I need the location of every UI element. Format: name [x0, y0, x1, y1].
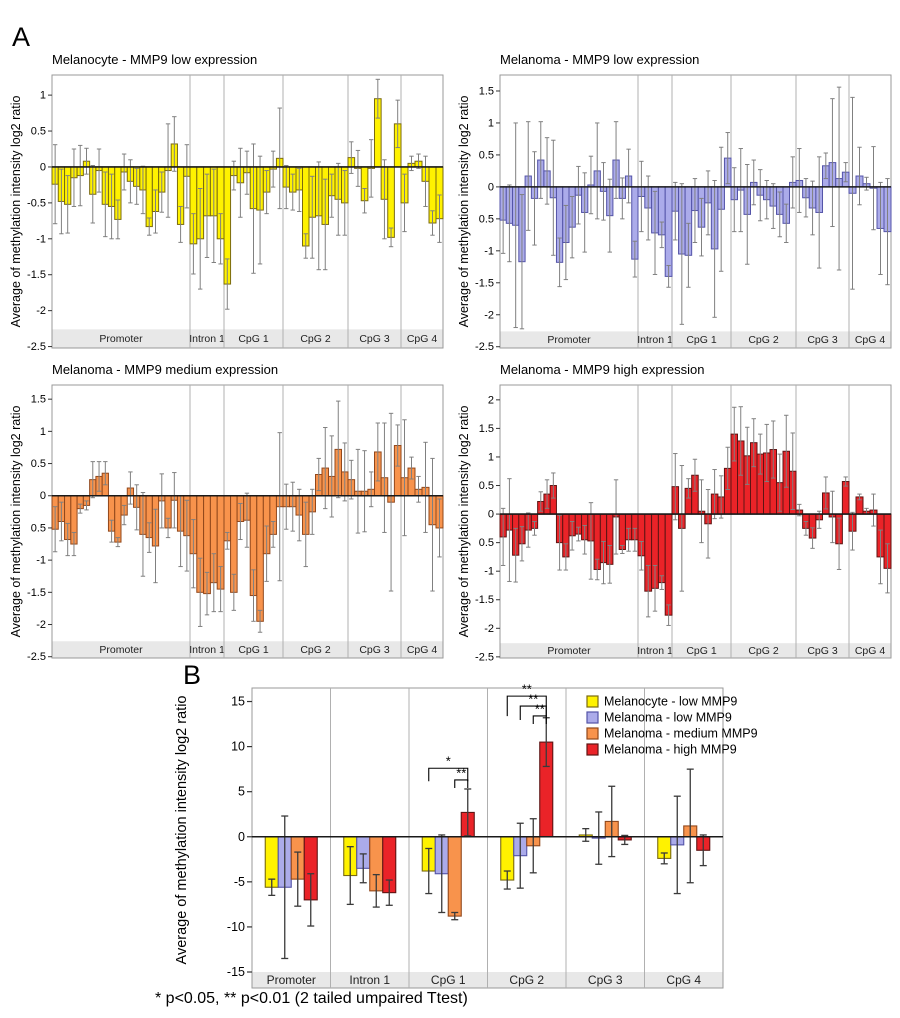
legend-label: Melanoma - low MMP9 [604, 710, 732, 725]
bar [448, 837, 461, 916]
region-label: CpG 2 [509, 973, 545, 987]
chart-melanocyte-mmp9-low [8, 46, 450, 356]
significance-star: * [445, 753, 451, 769]
y-tick-label: -1 [484, 245, 494, 258]
y-tick-label: 0.5 [30, 458, 46, 471]
chart-title: Melanoma - MMP9 low expression [500, 52, 700, 67]
region-label: CpG 4 [854, 334, 886, 347]
y-tick-label: -1 [484, 565, 494, 578]
chart-summary-grouped [150, 670, 760, 1018]
panel-b-label: B [183, 660, 202, 690]
legend-swatch [587, 744, 598, 755]
bar [665, 187, 672, 277]
region-label: CpG 4 [406, 333, 438, 346]
significance-footnote: * p<0.05, ** p<0.01 (2 tailed umpaired Ttest) [155, 990, 468, 1007]
y-tick-label: -5 [233, 874, 245, 889]
chart-title: Melanoma - MMP9 medium expression [52, 362, 279, 377]
y-axis-title: Average of methylation intensity log2 ratio [9, 405, 23, 638]
legend-label: Melanocyte - low MMP9 [604, 694, 738, 709]
chart-melanoma-mmp9-low [456, 46, 898, 356]
significance-star: ** [534, 701, 545, 717]
significance-star: ** [456, 765, 467, 781]
y-tick-label: -2.5 [27, 341, 46, 354]
bar [257, 496, 264, 622]
bar [115, 496, 121, 542]
y-tick-label: 0.5 [30, 522, 46, 535]
region-label: CpG 4 [854, 645, 886, 658]
region-label: CpG 1 [430, 973, 466, 987]
y-tick-label: -2.5 [475, 651, 494, 664]
y-tick-label: -15 [226, 965, 245, 979]
region-label: CpG 2 [748, 645, 779, 658]
bar [619, 514, 625, 549]
y-tick-label: 15 [231, 694, 245, 709]
y-tick-label: 0 [39, 161, 46, 174]
y-tick-label: -1 [36, 233, 46, 246]
legend-label: Melanoma - high MMP9 [604, 742, 737, 757]
y-axis-title: Average of methylation intensity log2 ratio [174, 695, 190, 965]
y-tick-label: 1 [487, 451, 494, 464]
y-tick-label: 0.5 [478, 480, 494, 493]
chart-svg-a4 [456, 356, 898, 666]
y-tick-label: -10 [226, 919, 245, 934]
bar [388, 167, 395, 237]
y-tick-label: -2 [484, 309, 494, 322]
chart-title: Melanocyte - MMP9 low expression [52, 52, 258, 67]
y-tick-label: -0.5 [27, 197, 46, 210]
region-label: CpG 4 [406, 644, 438, 657]
region-label: Intron 1 [189, 333, 225, 346]
region-label: Intron 1 [189, 644, 225, 657]
legend-label: Melanoma - medium MMP9 [604, 726, 758, 741]
y-tick-label: -2.5 [27, 651, 46, 664]
bar [658, 514, 665, 583]
y-axis-title: Average of methylation intensity log2 ratio [9, 95, 23, 328]
region-label: Intron 1 [349, 973, 391, 987]
region-label: CpG 3 [807, 645, 838, 658]
region-label: CpG 3 [587, 973, 623, 987]
y-tick-label: 5 [238, 784, 245, 799]
y-tick-label: 0 [39, 490, 46, 503]
region-label: Promoter [99, 333, 143, 346]
legend-swatch [587, 728, 598, 739]
region-label: CpG 2 [300, 333, 331, 346]
region-label: CpG 3 [807, 334, 838, 347]
y-tick-label: 10 [231, 739, 245, 754]
y-tick-label: 1 [39, 425, 46, 438]
y-tick-label: -1.5 [475, 594, 494, 607]
region-label: CpG 1 [686, 645, 717, 658]
region-label: CpG 4 [666, 973, 702, 987]
significance-star: ** [521, 681, 532, 697]
y-tick-label: 0.5 [478, 213, 494, 226]
chart-svg-b [150, 670, 760, 1018]
chart-svg-a2 [456, 46, 898, 356]
region-label: CpG 3 [359, 644, 390, 657]
region-label: CpG 1 [686, 334, 717, 347]
region-label: Promoter [547, 645, 591, 658]
region-label: CpG 2 [300, 644, 331, 657]
region-label: CpG 1 [238, 644, 269, 657]
y-tick-label: 0.5 [30, 125, 46, 138]
y-tick-label: -2 [36, 305, 46, 318]
y-tick-label: -2 [36, 619, 46, 632]
y-tick-label: 0 [487, 181, 494, 194]
y-tick-label: -1.5 [27, 269, 46, 282]
y-tick-label: 1.5 [478, 422, 494, 435]
y-tick-label: 1.5 [30, 393, 46, 406]
region-label: Intron 1 [637, 645, 673, 658]
y-tick-label: 1.5 [478, 85, 494, 98]
region-label: Intron 1 [637, 334, 673, 347]
region-label: CpG 3 [359, 333, 390, 346]
y-tick-label: 2 [487, 394, 494, 407]
y-tick-label: -1.5 [27, 586, 46, 599]
y-tick-label: -1 [36, 554, 46, 567]
y-tick-label: 1 [487, 117, 494, 130]
y-tick-label: 0 [487, 508, 494, 521]
region-label: Promoter [99, 644, 143, 657]
y-tick-label: -2.5 [475, 341, 494, 354]
chart-svg-a1 [8, 46, 450, 356]
legend-swatch [587, 696, 598, 707]
chart-title: Melanoma - MMP9 high expression [500, 362, 705, 377]
y-tick-label: 0.5 [478, 149, 494, 162]
y-axis-title: Average of methylation intensity log2 ratio [457, 405, 471, 638]
y-axis-title: Average of methylation intensity log2 ratio [457, 95, 471, 328]
y-tick-label: -2 [484, 622, 494, 635]
y-tick-label: 0.5 [478, 537, 494, 550]
chart-melanoma-mmp9-high [456, 356, 898, 666]
y-tick-label: -1.5 [475, 277, 494, 290]
chart-svg-a3 [8, 356, 450, 666]
region-label: CpG 1 [238, 333, 269, 346]
region-label: Promoter [547, 334, 591, 347]
region-label: CpG 2 [748, 334, 779, 347]
y-tick-label: 1 [39, 89, 46, 102]
legend-swatch [587, 712, 598, 723]
region-label: Promoter [266, 973, 316, 987]
chart-melanoma-mmp9-medium [8, 356, 450, 666]
bar [665, 514, 672, 615]
significance-star: ** [528, 691, 539, 707]
y-tick-label: 0 [238, 829, 245, 844]
panel-a-label: A [12, 22, 31, 52]
